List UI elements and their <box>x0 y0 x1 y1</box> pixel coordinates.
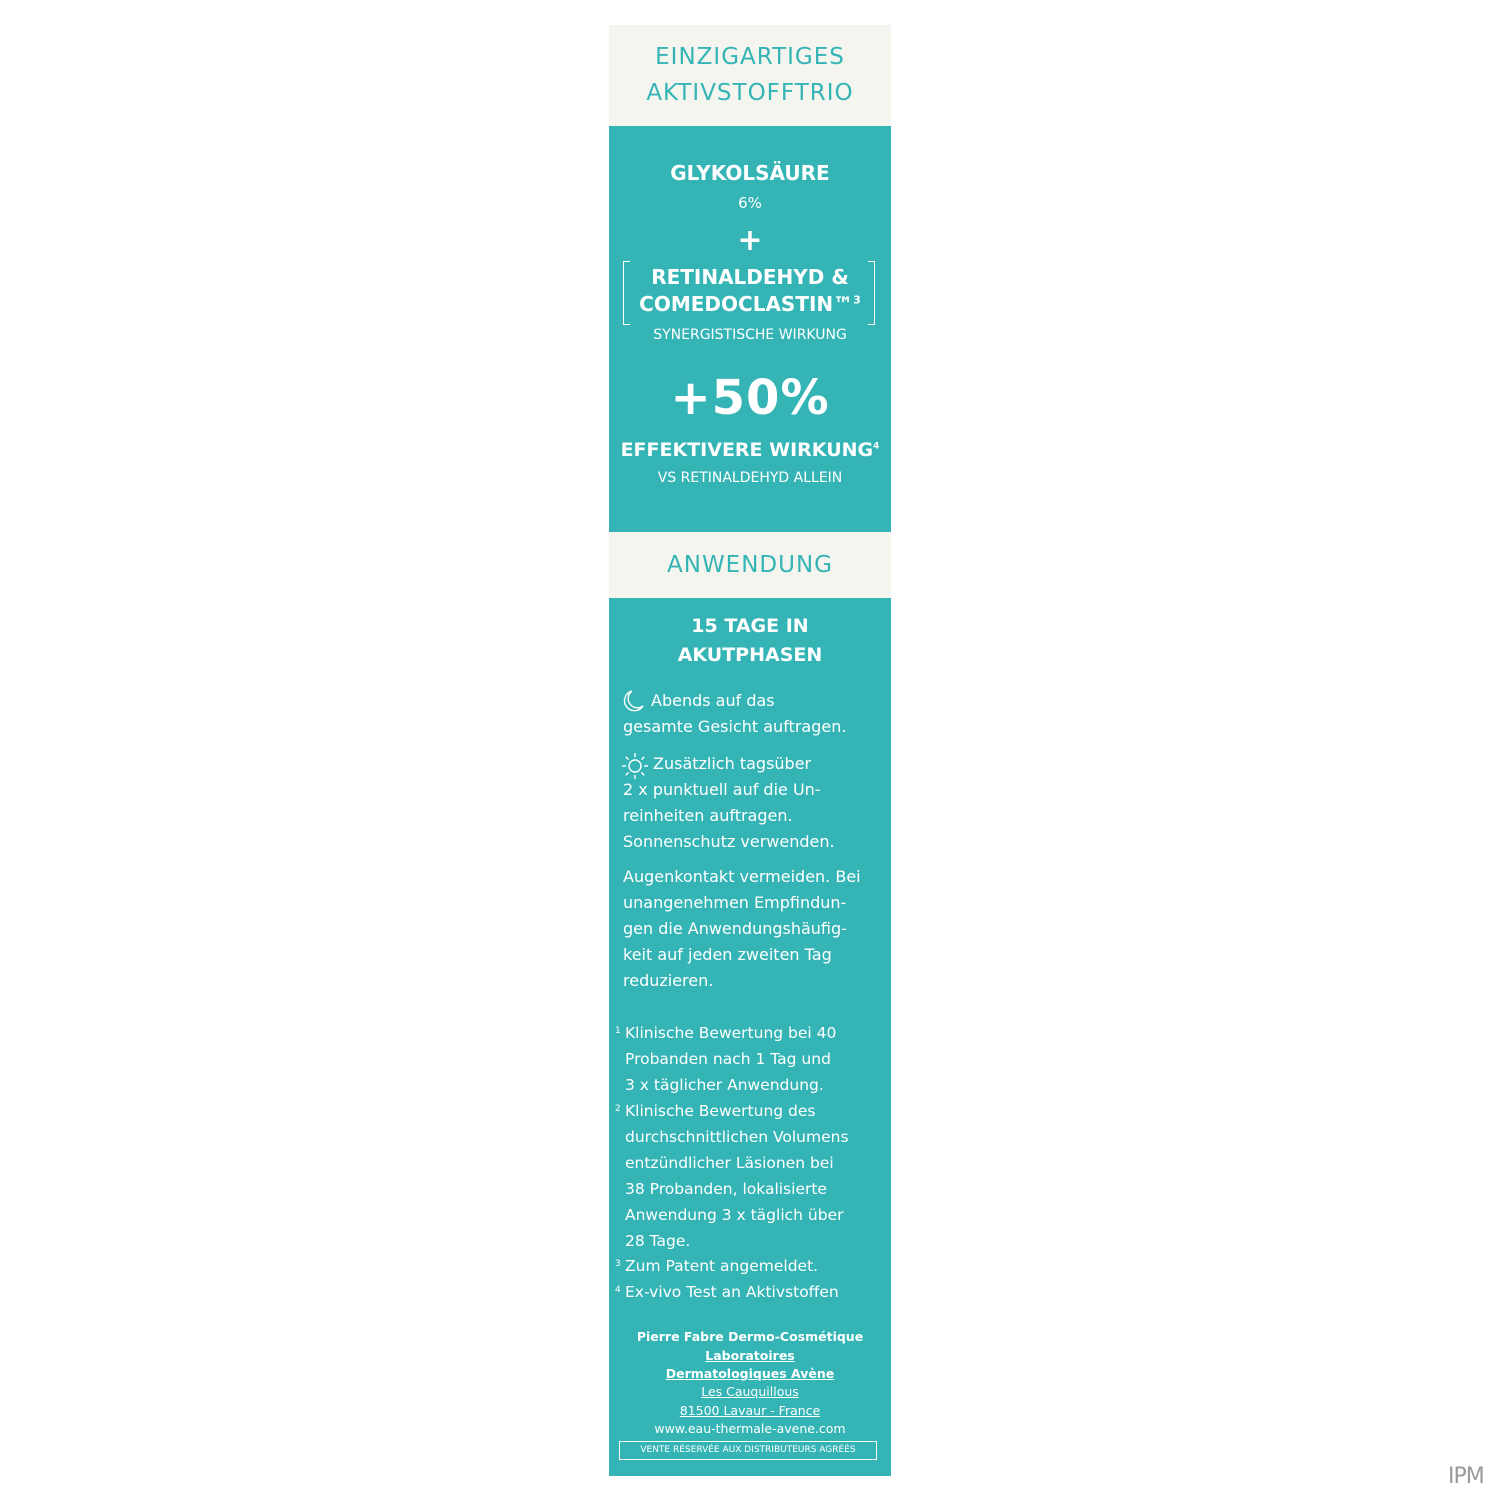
usage-band <box>609 532 891 598</box>
claim-effect <box>609 439 891 461</box>
watermark-logo: IPM <box>1448 1464 1484 1489</box>
footnote-1 <box>615 1020 881 1098</box>
day-instructions: Zusätzlich tagsüber 2 x punktuell auf die Un- reinheiten auftragen. Sonnenschutz verwenden. <box>623 754 835 851</box>
ingredient-percent: 6% <box>738 194 762 212</box>
manufacturer-street: Les Cauquillous <box>701 1384 799 1399</box>
claim-comparison: VS RETINALDEHYD ALLEIN <box>657 470 843 486</box>
footnote-text: Ex-vivo Test an Aktivstoffen <box>625 1283 839 1301</box>
ingredient-glycolic-acid: GLYKOLSÄURE <box>670 161 830 185</box>
footnote-number: 4 <box>615 1285 621 1295</box>
sales-notice: VENTE RÉSERVÉE AUX DISTRIBUTEURS AGRÉÉS <box>619 1441 877 1460</box>
header-line-2: AKTIVSTOFFTRIO <box>646 80 854 106</box>
manufacturer-company: Pierre Fabre Dermo-Cosmétique <box>636 1329 864 1344</box>
synergy-label: SYNERGISTISCHE WIRKUNG <box>653 327 847 343</box>
footnote-3 <box>615 1253 881 1279</box>
manufacturer-website: www.eau-thermale-avene.com <box>654 1421 846 1436</box>
ingredient-comedoclastin <box>609 292 891 316</box>
manufacturer-city: 81500 Lavaur - France <box>679 1403 821 1418</box>
ingredient-comedoclastin-label: COMEDOCLASTIN™ <box>639 292 854 316</box>
footnote-ref-4: 4 <box>873 441 880 452</box>
caution-instructions: Augenkontakt vermeiden. Bei unangenehmen Empfindun- gen die Anwendungshäufig- keit auf jeden zweiten Tag reduzieren. <box>623 867 861 990</box>
footnote-text: Klinische Bewertung bei 40 Probanden nach 1 Tag und 3 x täglicher Anwendung. <box>625 1024 837 1094</box>
footnote-text: Zum Patent angemeldet. <box>625 1257 819 1275</box>
phase-line-1: 15 TAGE IN <box>691 615 809 637</box>
footnote-4 <box>615 1279 881 1305</box>
header-line-1: EINZIGARTIGES <box>655 44 845 70</box>
product-side-panel <box>609 25 891 1476</box>
header-band <box>609 25 891 126</box>
manufacturer-lab-2: Dermatologiques Avène <box>665 1366 835 1381</box>
footnote-number: 1 <box>615 1026 621 1036</box>
footnote-number: 3 <box>615 1259 621 1269</box>
footnote-ref-3: 3 <box>853 293 861 307</box>
claim-effect-label: EFFEKTIVERE WIRKUNG <box>620 439 874 461</box>
night-instructions: Abends auf das gesamte Gesicht auftragen. <box>623 691 847 736</box>
footnote-text: Klinische Bewertung des durchschnittlichen Volumens entzündlicher Läsionen bei 38 Probanden, lokalisierte Anwendung 3 x täglich über 28 Tage. <box>625 1102 849 1250</box>
claim-percentage: +50% <box>670 370 830 426</box>
manufacturer-lab-1: Laboratoires <box>705 1348 795 1363</box>
plus-sign: + <box>737 223 763 258</box>
usage-heading: ANWENDUNG <box>667 552 833 578</box>
footnote-number: 2 <box>615 1104 621 1114</box>
ingredient-retinaldehyde: RETINALDEHYD & <box>651 265 849 289</box>
phase-line-2: AKUTPHASEN <box>677 644 823 666</box>
footnote-2 <box>615 1098 881 1254</box>
